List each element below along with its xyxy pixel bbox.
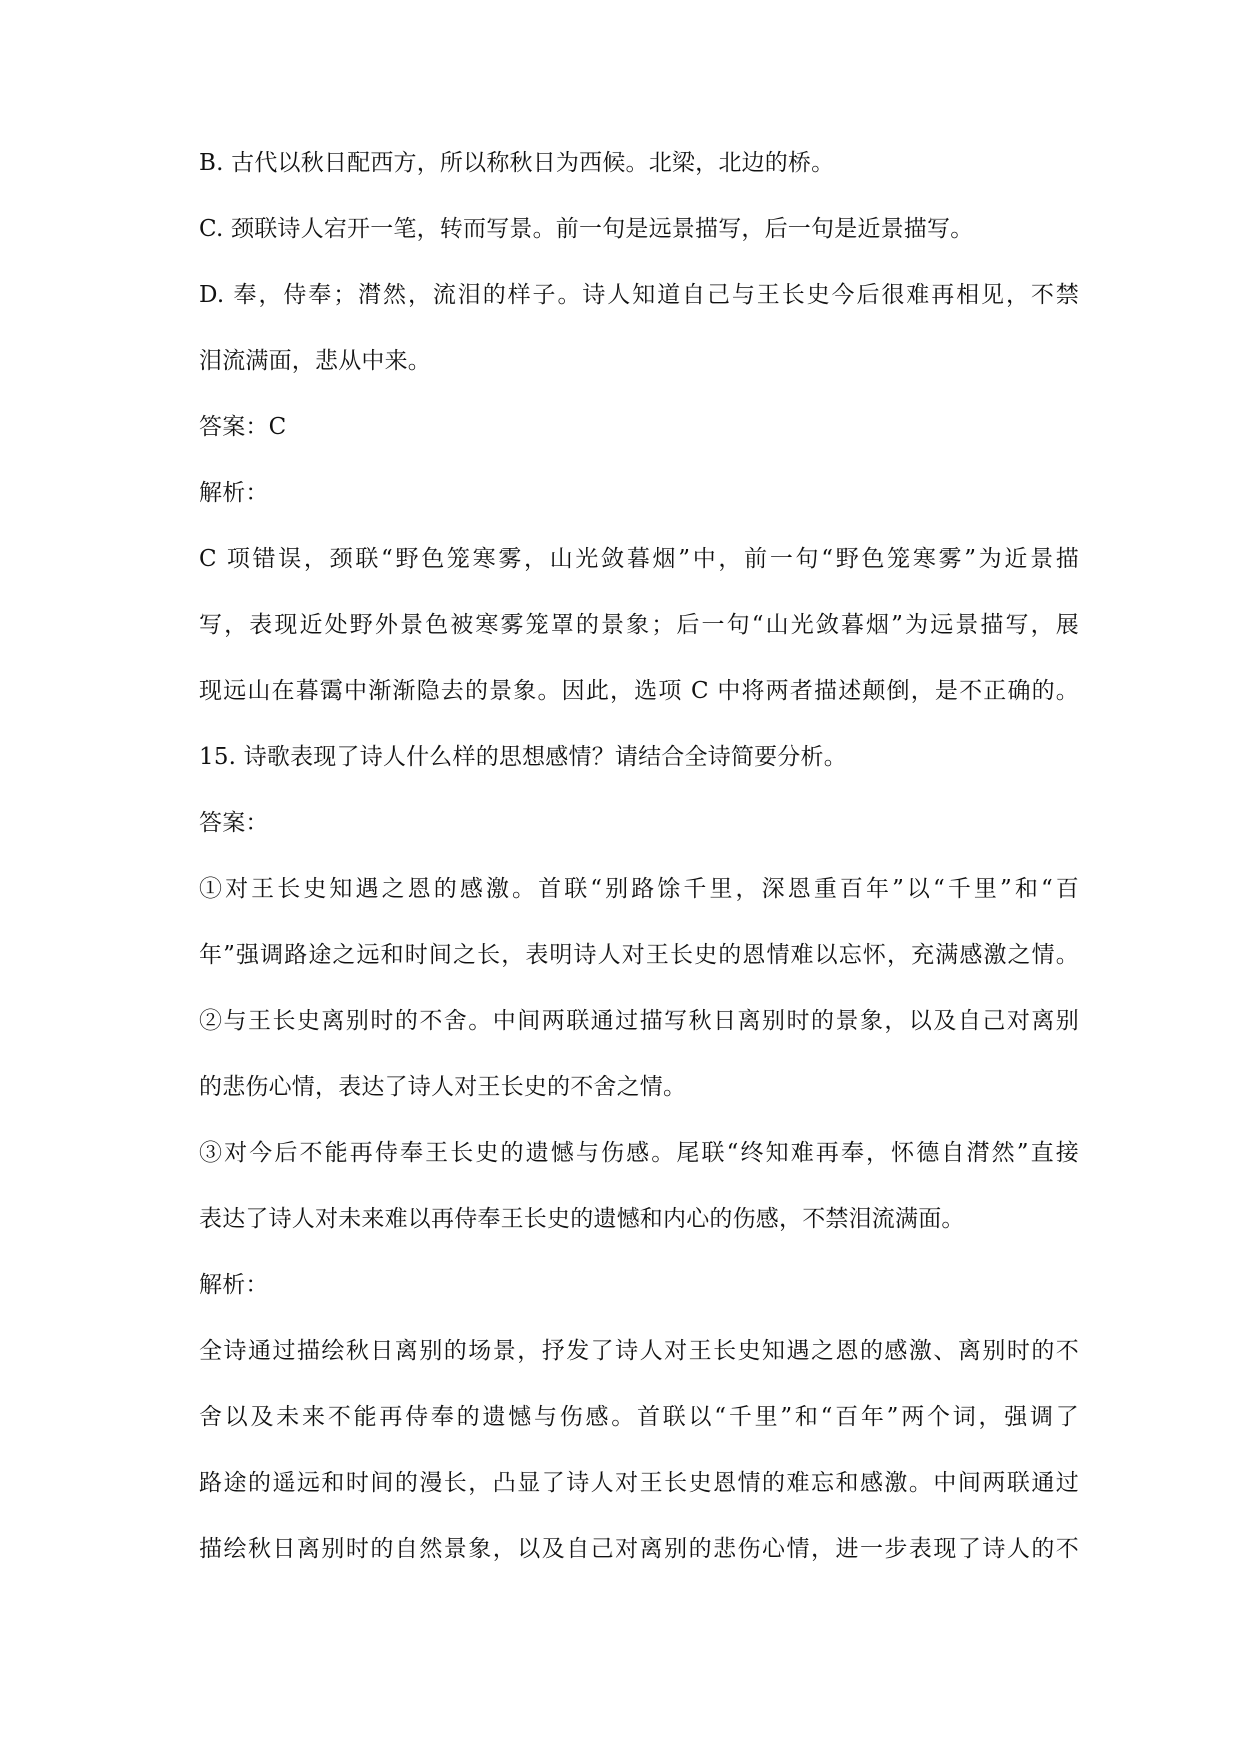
analysis-14-line: 现远山在暮霭中渐渐隐去的景象。因此，选项 C 中将两者描述颠倒，是不正确的。 <box>199 678 1079 704</box>
analysis-15-line: 舍以及未来不能再侍奉的遗憾与伤感。首联以“千里”和“百年”两个词，强调了 <box>199 1404 1079 1430</box>
answer-15-point-3-continued: 表达了诗人对未来难以再侍奉王长史的遗憾和内心的伤感，不禁泪流满面。 <box>199 1206 965 1232</box>
question-15: 15. 诗歌表现了诗人什么样的思想感情？请结合全诗简要分析。 <box>199 744 847 770</box>
analysis-15-line: 全诗通过描绘秋日离别的场景，抒发了诗人对王长史知遇之恩的感激、离别时的不 <box>199 1338 1079 1364</box>
analysis-15-line: 路途的遥远和时间的漫长，凸显了诗人对王长史恩情的难忘和感激。中间两联通过 <box>199 1470 1079 1496</box>
option-d-line: D. 奉，侍奉；潸然，流泪的样子。诗人知道自己与王长史今后很难再相见，不禁 <box>199 282 1079 308</box>
analysis-heading-14: 解析： <box>199 480 269 506</box>
analysis-heading-15: 解析： <box>199 1272 269 1298</box>
answer-14: 答案：C <box>199 414 287 440</box>
answer-15-point-2-continued: 的悲伤心情，表达了诗人对王长史的不舍之情。 <box>199 1074 687 1100</box>
option-d-line-continued: 泪流满面，悲从中来。 <box>199 348 431 374</box>
analysis-14-line: C 项错误，颈联“野色笼寒雾，山光敛暮烟”中，前一句“野色笼寒雾”为近景描 <box>199 546 1079 572</box>
answer-15-point-3: ③对今后不能再侍奉王长史的遗憾与伤感。尾联“终知难再奉，怀德自潸然”直接 <box>199 1140 1079 1166</box>
analysis-15-line: 描绘秋日离别时的自然景象，以及自己对离别的悲伤心情，进一步表现了诗人的不 <box>199 1536 1079 1562</box>
answer-heading-15: 答案： <box>199 810 269 836</box>
option-b-line: B. 古代以秋日配西方，所以称秋日为西候。北梁，北边的桥。 <box>199 150 835 176</box>
answer-15-point-1: ①对王长史知遇之恩的感激。首联“别路馀千里，深恩重百年”以“千里”和“百 <box>199 876 1079 902</box>
text-column <box>199 140 1079 1592</box>
option-c-line: C. 颈联诗人宕开一笔，转而写景。前一句是远景描写，后一句是近景描写。 <box>199 216 974 242</box>
analysis-14-line: 写，表现近处野外景色被寒雾笼罩的景象；后一句“山光敛暮烟”为远景描写，展 <box>199 612 1079 638</box>
answer-15-point-2: ②与王长史离别时的不舍。中间两联通过描写秋日离别时的景象，以及自己对离别 <box>199 1008 1079 1034</box>
answer-15-point-1-continued: 年”强调路途之远和时间之长，表明诗人对王长史的恩情难以忘怀，充满感激之情。 <box>199 942 1079 968</box>
